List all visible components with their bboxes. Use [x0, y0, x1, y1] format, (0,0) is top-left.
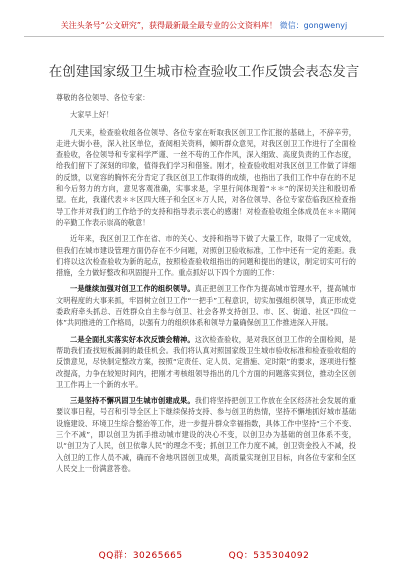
body-paragraph: 近年来，我区创卫工作在省、市的关心、支持和指导下做了大量工作，取得了一定成效，但我们在城市建设管理方面仍存在不少问题，对照创卫验收标准，工作中还有一定的差距。我们将以这次检查验收为新的起点，按照检查验收组指出的问题和提出的建议，制定切实可行的措施，全力做好整改和巩固提升工作。重点抓好以下四个方面的工作：: [56, 234, 356, 278]
document-title: 在创建国家级卫生城市检查验收工作反馈会表态发言: [48, 64, 360, 80]
point-lead: 三是坚持不懈巩固卫生城市创建成果。: [70, 396, 195, 406]
document-body: [56, 92, 356, 479]
point-body: 我们将坚持把创卫工作放在全区经济社会发展的重要议事日程，号召和引导全区上下继续保持支持、参与创卫的热情，坚持不懈地抓好城市基础设施建设、环境卫生综合整治等工作，进一步提升群众幸福指数，具体工作中坚持“三个不变、三个不减”，即以创卫为抓手推动城市建设的决心不变，以创卫办为基础的创卫体系不变，以“创卫为了人民，创卫依靠人民”的理念不变；抓创卫工作力度不减，创卫资金投入不减，投入创卫的工作人员不减，确而不舍地巩固创卫成果，高质量实现创卫目标，向各位专家和全区人民交上一份满意答卷。: [56, 396, 356, 473]
header-banner: [0, 20, 408, 32]
body-paragraph: 几天来，检查验收组各位领导、各位专家在听取我区创卫工作汇报的基础上，不辞辛劳，走进大街小巷，深入社区单位，查阅相关资料，倾听群众意见，对我区创卫工作进行了全面检查验收，各位领导和专家科学严谨、一丝不苟的工作作风，深入细致、高度负责的工作态度，给我们留下了深刻的印象，值得我们学习和借鉴。刚才，检查验收组对我区创卫工作做了详细的反馈，以宽容的胸怀充分肯定了我区创卫工作取得的成绩，也指出了我们工作中存在的不足和今后努力的方向，意见客观准确，实事求是，字里行间体现着“＊＊”的深切关注和殷切希望。在此，我谨代表＊＊区四大班子和全区＊万人民，对各位领导、各位专家莅临我区检查指导工作并对我们的工作给予的支持和指导表示衷心的感谢！对检查验收组全体成员在＊＊期间的辛勤工作表示崇高的敬意！: [56, 127, 356, 227]
banner-wechat-text: 微信：gongwenyj: [279, 21, 348, 30]
salutation: 尊敬的各位领导、各位专家：: [56, 93, 150, 102]
point-paragraph: [56, 334, 356, 390]
footer-qq-group: QQ群：30265665: [98, 551, 183, 561]
header-divider: [24, 36, 384, 37]
footer-contact: [0, 548, 408, 561]
footer-qq: QQ：535304092: [228, 551, 310, 561]
point-paragraph: [56, 395, 356, 474]
point-lead: 一是继续加强对创卫工作的组织领导。: [70, 284, 195, 294]
banner-promo-text: 关注头条号“公文研究”，获得最新最全最专业的公文资料库！: [60, 21, 278, 30]
point-body: 真正把创卫工作作为提高城市管理水平，提高城市文明程度的大事来抓，牢固树立创卫工作“一把手”工程意识，切实加强组织领导，真正形成党委政府牵头抓总、百姓群众自主参与创卫、社会各界支持创卫、市、区、街道、社区“四位一体”共同推进的工作格局，以强有力的组织体系和领导力量确保创卫工作推进深入开展。: [56, 284, 356, 328]
point-paragraph: [56, 283, 356, 328]
point-lead: 二是全面扎实落实好本次反馈会精神。: [70, 334, 195, 344]
greeting: 大家早上好！: [70, 110, 114, 120]
point-body: 这次检查验收，是对我区创卫工作的全面检阅，是帮助我们查找短板漏洞的最佳机会。我们将认真对照国家级卫生城市验收标准和检查验收组的反馈意见，尽快制定整改方案，按照“定责任、定人员、定措施、定时限”的要求，逐项进行整改提高，力争在较短时间内，把刚才考核组领导指出的几个方面的问题落实到位，推动全区创卫工作再上一个新的水平。: [56, 334, 356, 389]
